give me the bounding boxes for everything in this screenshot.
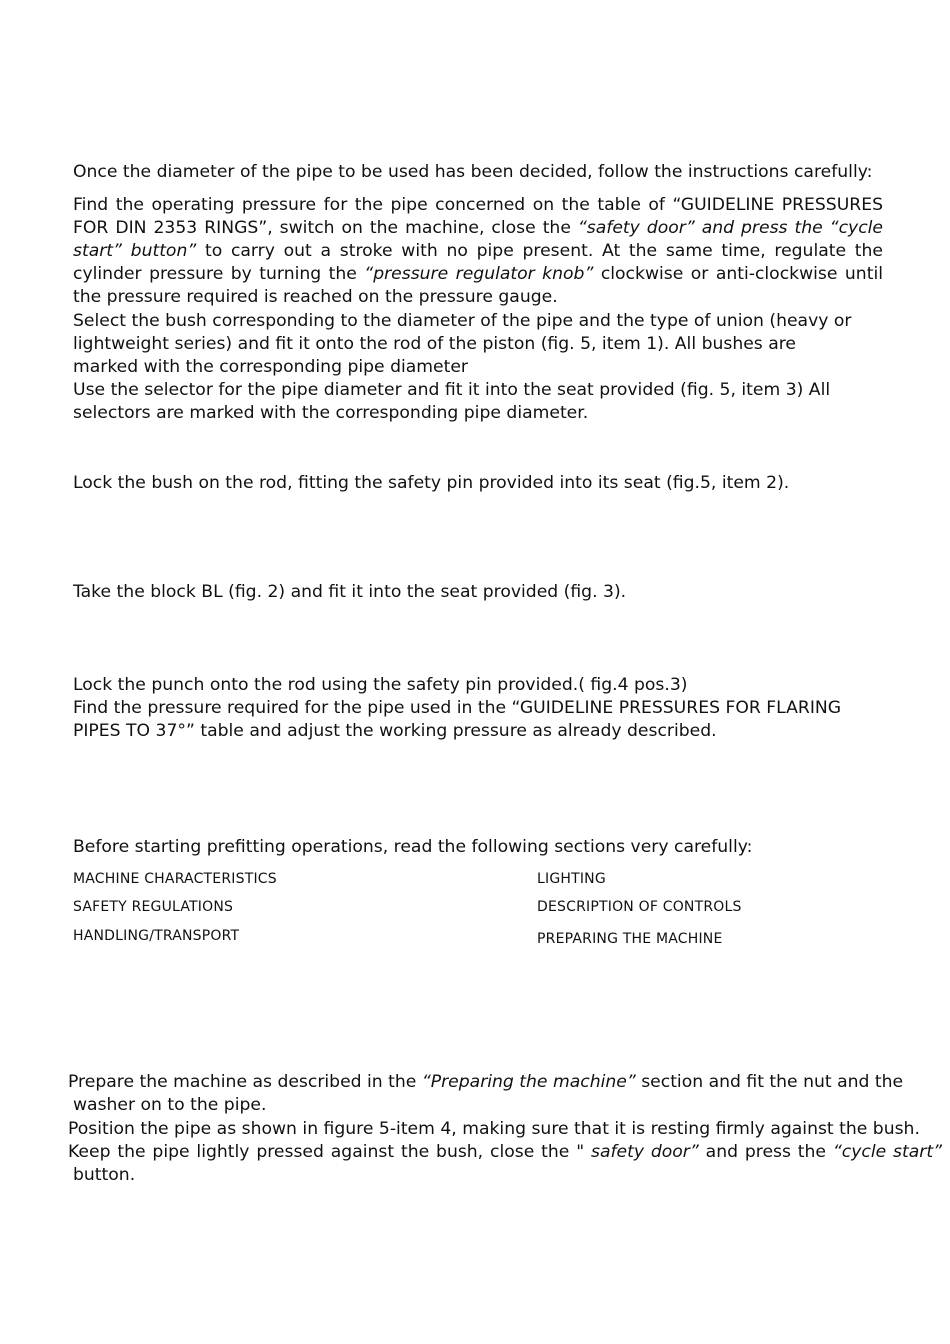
italic-run: “cycle start”	[832, 1142, 942, 1162]
before-prefitting	[73, 836, 873, 859]
lock-bush-paragraph: Lock the bush on the rod, fitting the safety pin provided into its seat (fig.5, item 2).	[73, 473, 790, 493]
before-prefitting-paragraph: Before starting prefitting operations, read the following sections very carefully:	[73, 837, 753, 857]
italic-run: safety door”	[590, 1142, 699, 1162]
section-handling-transport: HANDLING/TRANSPORT	[73, 928, 240, 944]
section-preparing-the-machine: PREPARING THE MACHINE	[537, 931, 723, 947]
keep-line-1	[68, 1141, 942, 1164]
text-run: Find the operating pressure for the pipe concerned on the table of “GUIDELINE PRESSURES FOR DIN 2353 RINGS”, switch on the machine, close the	[73, 195, 883, 238]
intro-paragraph: Once the diameter of the pipe to be used has been decided, follow the instructions carefully:	[73, 162, 873, 182]
intro-text	[73, 161, 873, 184]
prepare-line-2: washer on to the pipe.	[73, 1095, 267, 1115]
step-lock-punch	[73, 674, 873, 697]
find-pressure-paragraph: Find the pressure required for the pipe used in the “GUIDELINE PRESSURES FOR FLARING PIPES TO 37°” table and adjust the working pressure as already described.	[73, 698, 842, 741]
section-machine-characteristics: MACHINE CHARACTERISTICS	[73, 871, 277, 887]
text-run: and press the	[698, 1142, 833, 1162]
step-operating-pressure	[73, 194, 883, 309]
take-block-paragraph: Take the block BL (fig. 2) and fit it into the seat provided (fig. 3).	[73, 582, 627, 602]
section-description-of-controls: DESCRIPTION OF CONTROLS	[537, 899, 742, 915]
text-run: Prepare the machine as described in the	[68, 1072, 422, 1092]
prepare-line-1	[68, 1071, 928, 1094]
step-select-bush	[73, 310, 863, 379]
position-pipe-paragraph: Position the pipe as shown in figure 5-item 4, making sure that it is resting firmly against the bush.	[68, 1119, 920, 1139]
text-run: section and fit the nut and the	[635, 1072, 904, 1092]
step-prepare-machine	[68, 1071, 928, 1117]
text-run: clockwise or anti-clockwise until the pressure required is reached on the pressure gauge.	[73, 264, 883, 307]
step-find-pressure	[73, 697, 858, 743]
lock-punch-paragraph: Lock the punch onto the rod using the safety pin provided.( fig.4 pos.3)	[73, 675, 688, 695]
text-run: Keep the pipe lightly pressed against the bush, close the "	[68, 1142, 591, 1162]
section-safety-regulations: SAFETY REGULATIONS	[73, 899, 234, 915]
step-keep-pipe	[68, 1141, 942, 1187]
section-lighting: LIGHTING	[537, 871, 606, 887]
select-bush-paragraph: Select the bush corresponding to the diameter of the pipe and the type of union (heavy or lightweight series) and fit it onto the rod of the piston (fig. 5, item 1). All bushes are marked with the corresponding pipe diameter	[73, 311, 852, 377]
italic-run: “Preparing the machine”	[421, 1072, 636, 1092]
italic-run: “pressure regulator knob”	[364, 264, 594, 284]
operating-pressure-paragraph	[73, 194, 883, 309]
step-position-pipe	[68, 1118, 938, 1141]
step-take-block	[73, 581, 873, 604]
text-run: to carry out a stroke with no pipe present. At the same time, regulate the cylinder pressure by turning the	[73, 241, 883, 284]
italic-run: “safety door” and press the “cycle start” button”	[73, 218, 883, 261]
step-selector	[73, 379, 833, 425]
keep-line-2: button.	[73, 1165, 136, 1185]
selector-paragraph: Use the selector for the pipe diameter and fit it into the seat provided (fig. 5, item 3) All selectors are marked with the corresponding pipe diameter.	[73, 380, 831, 423]
step-lock-bush	[73, 472, 873, 495]
